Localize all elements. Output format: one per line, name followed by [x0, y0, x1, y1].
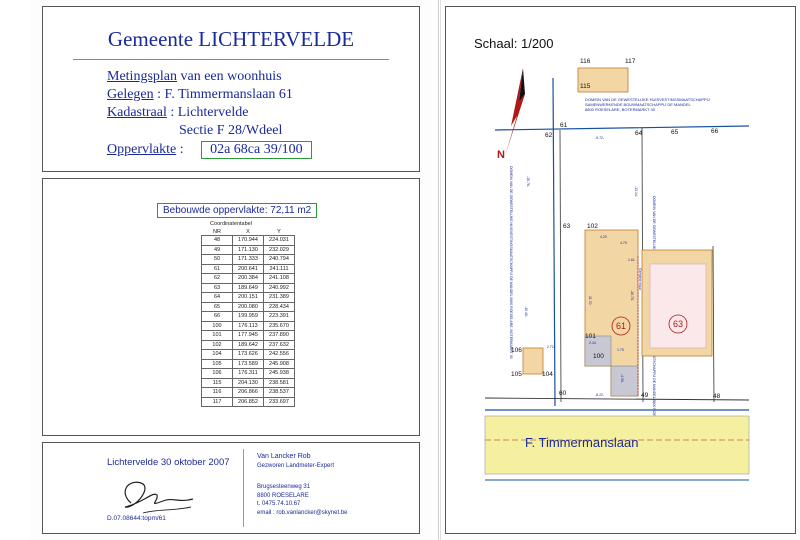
cell-nr: 106: [202, 369, 233, 379]
table-row: [202, 245, 295, 255]
table-row: [202, 236, 295, 246]
dim-272: 2.72: [547, 345, 554, 349]
dim-161: 1.61: [628, 258, 635, 262]
point-105: 105: [511, 371, 522, 378]
point-102: 102: [587, 223, 598, 230]
cell-nr: 48: [202, 236, 233, 246]
table-row: [202, 283, 295, 293]
cell-y: 237.890: [264, 331, 295, 341]
dim-left-low: -10.40-: [524, 306, 528, 318]
title-divider: [73, 59, 389, 60]
cell-y: 228.434: [264, 302, 295, 312]
cell-x: 173.626: [233, 350, 264, 360]
cell-y: 235.670: [264, 321, 295, 331]
dim-420: 4.20: [600, 235, 607, 239]
signature-scribble: [113, 473, 203, 517]
table-row: [202, 388, 295, 398]
surveyor-name: Van Lancker Rob: [257, 453, 311, 460]
table-row: [202, 378, 295, 388]
cell-y: 241.108: [264, 274, 295, 284]
table-row: [202, 359, 295, 369]
point-101: 101: [585, 333, 596, 340]
table-row: [202, 350, 295, 360]
info-line-location: [107, 87, 293, 103]
owner-top-2: SAMENWERKENDE BOUWMAATSCHAPPIJ DE MANDEL: [585, 102, 691, 107]
site-plan: [445, 6, 794, 532]
dim-244: 2.44: [589, 341, 596, 345]
cell-y: 241.111: [264, 264, 295, 274]
signature-divider: [243, 449, 244, 527]
table-row: [202, 312, 295, 322]
cell-nr: 65: [202, 302, 233, 312]
header-nr: NR: [213, 228, 221, 235]
cell-x: 189.642: [233, 340, 264, 350]
point-65: 65: [671, 129, 679, 136]
parcel-63-label: 63: [672, 319, 684, 329]
address-street: Brugsesteenweg 31: [257, 484, 311, 490]
point-62: 62: [545, 132, 553, 139]
table-row: [202, 331, 295, 341]
point-104: 104: [542, 371, 553, 378]
cell-x: 199.959: [233, 312, 264, 322]
cell-y: 242.556: [264, 350, 295, 360]
dim-1170: 11.70: [588, 296, 592, 305]
cell-nr: 100: [202, 321, 233, 331]
coordinates-block: [42, 178, 420, 436]
party-wall-label: Gemene muur: [638, 268, 642, 291]
cell-x: 200.641: [233, 264, 264, 274]
coordinate-table-body: [202, 236, 295, 407]
cell-y: 232.029: [264, 245, 295, 255]
cell-x: 206.852: [233, 397, 264, 407]
cell-nr: 102: [202, 340, 233, 350]
cell-x: 200.384: [233, 274, 264, 284]
cell-nr: 64: [202, 293, 233, 303]
cell-x: 171.333: [233, 255, 264, 265]
dim-175: 1.75: [617, 348, 624, 352]
cell-y: 223.391: [264, 312, 295, 322]
cell-y: 238.537: [264, 388, 295, 398]
cell-y: 224.031: [264, 236, 295, 246]
cell-x: 206.866: [233, 388, 264, 398]
point-117: 117: [625, 58, 636, 65]
location-label: Gelegen: [107, 87, 154, 102]
cell-x: 177.945: [233, 331, 264, 341]
area-value-box: 02a 68ca 39/100: [201, 141, 312, 159]
address-phone: t. 0475.74.10.67: [257, 501, 301, 507]
surveyor-address: [257, 483, 347, 517]
cell-y: 238.581: [264, 378, 295, 388]
point-60: 60: [559, 390, 567, 397]
cell-y: 240.992: [264, 283, 295, 293]
cell-x: 176.113: [233, 321, 264, 331]
built-area-box: Bebouwde oppervlakte: 72,11 m2: [157, 203, 317, 218]
cell-nr: 49: [202, 245, 233, 255]
coordinate-table: [201, 228, 295, 407]
north-arrow-icon: [505, 68, 525, 156]
dim-right: -13.14-: [634, 186, 638, 198]
boundary-right: [713, 246, 714, 402]
info-line-survey: [107, 69, 282, 85]
house-63: [650, 264, 706, 348]
cell-nr: 104: [202, 350, 233, 360]
area-label: Oppervlakte: [107, 142, 177, 157]
owner-left: DOMEIN VAN DE GEWESTELIJKE HUISVESTINGSMAATSCHAPPIJ DE MANDEL 8800 ROESELARE, BOTERMARKT 30: [509, 166, 513, 359]
title-block: [42, 6, 420, 172]
cell-y: 240.794: [264, 255, 295, 265]
cell-x: 189.649: [233, 283, 264, 293]
cell-y: 233.697: [264, 397, 295, 407]
table-row: [202, 397, 295, 407]
address-city: 8800 ROESELARE: [257, 492, 309, 499]
north-label: N: [497, 149, 505, 161]
info-line-cadastral: [107, 105, 249, 121]
table-row: [202, 340, 295, 350]
point-63: 63: [563, 223, 571, 230]
survey-line-left: [553, 78, 555, 406]
point-48: 48: [713, 393, 721, 400]
cell-y: 231.389: [264, 293, 295, 303]
cell-nr: 62: [202, 274, 233, 284]
survey-label: Metingsplan: [107, 69, 177, 84]
point-106: 106: [511, 347, 522, 354]
point-100: 100: [593, 353, 604, 360]
point-116: 116: [580, 58, 591, 65]
parcel-small: [523, 348, 543, 374]
cell-y: 245.908: [264, 359, 295, 369]
cell-y: 237.632: [264, 340, 295, 350]
parcel-61-label: 61: [615, 321, 627, 331]
cell-nr: 115: [202, 378, 233, 388]
area-separator: :: [179, 142, 184, 157]
owner-top-3: 8800 ROESELARE, BOTERMARKT 30: [585, 107, 655, 112]
point-49: 49: [641, 392, 649, 399]
cell-nr: 61: [202, 264, 233, 274]
file-reference: D.07.08644:topm/61: [107, 515, 166, 522]
signature-block: [42, 442, 420, 534]
point-66: 66: [711, 128, 719, 135]
info-line-section: Sectie F 28/Wdeel: [179, 123, 283, 138]
cell-nr: 66: [202, 312, 233, 322]
dim-490: -4.90-: [620, 374, 624, 384]
table-row: [202, 302, 295, 312]
location-text: : F. Timmermanslaan 61: [157, 87, 293, 102]
table-row: [202, 293, 295, 303]
cell-x: 170.944: [233, 236, 264, 246]
table-row: [202, 264, 295, 274]
cell-nr: 50: [202, 255, 233, 265]
survey-line-bottom: [485, 398, 749, 400]
point-64: 64: [635, 130, 643, 137]
cadastral-label: Kadastraal: [107, 105, 167, 120]
cell-nr: 116: [202, 388, 233, 398]
point-61: 61: [560, 122, 568, 129]
cell-nr: 63: [202, 283, 233, 293]
place-date: Lichtervelde 30 oktober 2007: [107, 457, 230, 468]
dim-mid: -10.78-: [630, 290, 634, 302]
cell-y: 245.938: [264, 369, 295, 379]
cell-nr: 117: [202, 397, 233, 407]
cell-x: 173.589: [233, 359, 264, 369]
cell-nr: 101: [202, 331, 233, 341]
cell-x: 171.130: [233, 245, 264, 255]
cell-x: 200.151: [233, 293, 264, 303]
address-email: email : rob.vanlancker@skynet.be: [257, 509, 348, 516]
surveyor-role: Gezworen Landmeter-Expert: [257, 463, 335, 469]
dim-475: 4.75: [620, 241, 627, 245]
table-row: [202, 274, 295, 284]
cadastral-text: : Lichtervelde: [170, 105, 249, 120]
cell-nr: 105: [202, 359, 233, 369]
coordinate-table-title: Coordinatentabel: [210, 221, 252, 227]
street-name: F. Timmermanslaan: [525, 435, 639, 450]
table-row: [202, 321, 295, 331]
dim-left-top: -10.76-: [526, 176, 530, 188]
dim-bottom: -8.22-: [595, 393, 605, 397]
municipality-title: Gemeente LICHTERVELDE: [107, 27, 355, 51]
cell-x: 200.080: [233, 302, 264, 312]
point-115: 115: [580, 83, 591, 90]
cell-x: 176.311: [233, 369, 264, 379]
cell-x: 204.130: [233, 378, 264, 388]
coordinate-table-header: [202, 228, 295, 236]
header-x: X: [246, 228, 250, 235]
table-row: [202, 369, 295, 379]
survey-text: van een woonhuis: [180, 69, 282, 84]
boundary-left: [560, 130, 561, 402]
table-row: [202, 255, 295, 265]
owner-top-1: DOMEIN VAN DE GEWESTELIJKE HUISVESTINGSMAATSCHAPPIJ: [585, 97, 710, 102]
header-y: Y: [277, 228, 281, 235]
scale-label: Schaal: 1/200: [474, 36, 554, 51]
dim-top: -9.72-: [595, 136, 605, 140]
info-line-area: [107, 141, 312, 159]
